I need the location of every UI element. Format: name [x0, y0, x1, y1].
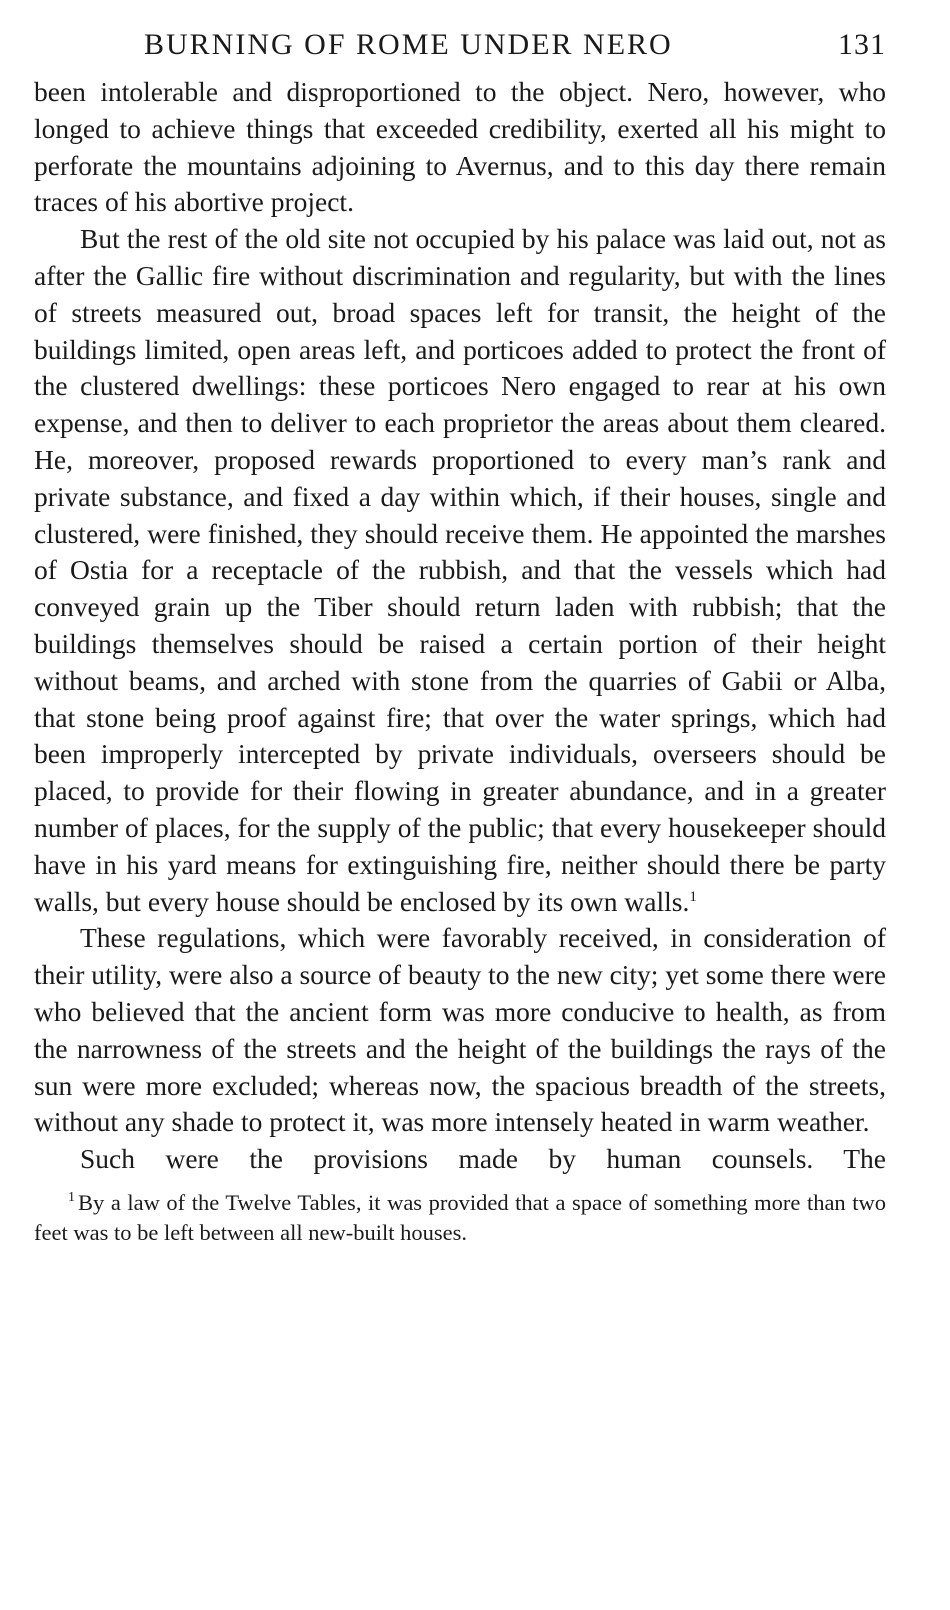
footnote-mark: 1 — [68, 1190, 75, 1206]
footnotes — [34, 1188, 886, 1248]
paragraph-2-text: But the rest of the old site not occupied by his palace was laid out, not as after the Gallic fire without discrimination and regularity, but with the lines of streets measured out, broad spaces left for transit, the height of the buildings limited, open areas left, and porticoes added to protect the front of the clustered dwellings: these porticoes Nero engaged to rear at his own expense, and then to deliver to each proprietor the areas about them cleared. He, moreover, proposed rewards proportioned to every man’s rank and private substance, and fixed a day within which, if their houses, single and clustered, were finished, they should receive them. He appointed the marshes of Ostia for a receptacle of the rubbish, and that the vessels which had conveyed grain up the Tiber should return laden with rubbish; that the buildings themselves should be raised a certain portion of their height without beams, and arched with stone from the quarries of Gabii or Alba, that stone being proof against fire; that over the water springs, which had been improperly intercepted by private individuals, overseers should be placed, to provide for their flowing in greater abundance, and in a greater number of places, for the supply of the public; that every housekeeper should have in his yard means for extinguishing fire, neither should there be party walls, but every house should be enclosed by its own walls. — [34, 223, 886, 917]
running-title: BURNING OF ROME UNDER NERO — [144, 28, 673, 61]
footnote-reference: 1 — [689, 888, 697, 905]
paragraph-1: been intolerable and disproportioned to the object. Nero, however, who longed to achieve things that exceeded credibility, exerted all his might to perforate the mountains adjoining to Avernus, and to this day there remain traces of his abortive project. — [34, 76, 886, 218]
page-number: 131 — [838, 28, 886, 61]
paragraph-3: These regulations, which were favorably received, in consideration of their utility, were also a source of beauty to the new city; yet some there were who believed that the ancient form was more conducive to health, as from the narrowness of the streets and the height of the buildings the rays of the sun were more excluded; whereas now, the spacious breadth of the streets, without any shade to protect it, was more intensely heated in warm weather. — [34, 922, 886, 1138]
body-text — [34, 74, 886, 1178]
paragraph-2 — [34, 221, 886, 920]
paragraph-4: Such were the provisions made by human counsels. The — [80, 1143, 886, 1175]
footnote-1 — [34, 1188, 886, 1248]
book-page — [34, 22, 886, 1248]
running-header — [34, 22, 886, 74]
footnote-text: By a law of the Twelve Tables, it was provided that a space of something more than two feet was to be left between all new-built houses. — [34, 1189, 886, 1245]
